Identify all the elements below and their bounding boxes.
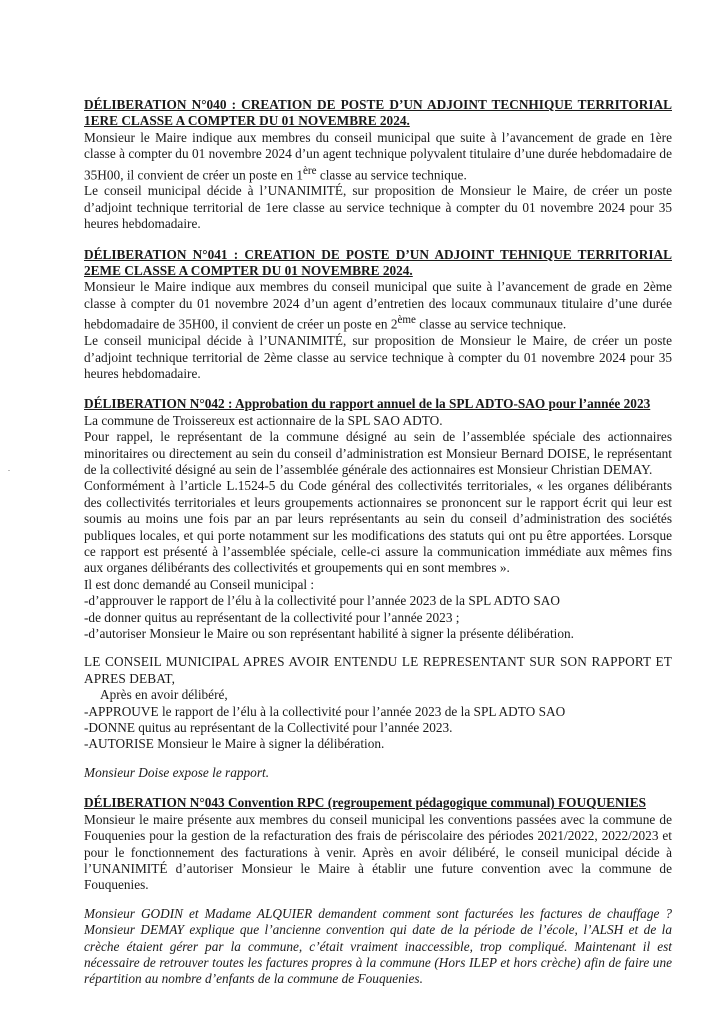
- deliberation-042-note: Monsieur Doise expose le rapport.: [84, 764, 270, 780]
- deliberation-042-request-intro: Il est donc demandé au Conseil municipal :: [84, 576, 315, 592]
- deliberation-040-paragraph-2: Le conseil municipal décide à l’UNANIMITÉ, sur proposition de Monsieur le Maire, de créer un poste d’adjoint technique territorial de 1ere classe au service technique à compter du 01 novembre 2024 pour 35 heures hebdomadaire.: [84, 183, 672, 232]
- deliberation-040-text-1-end: classe au service technique.: [316, 167, 467, 183]
- deliberation-043-paragraph-1: Monsieur le maire présente aux membres du conseil municipal les conventions passées avec la commune de Fouquenies pour la gestion de la refacturation des frais de périscolaire des périodes 2021/2022, 2022/2023 et pour le fonctionnement des facturations à venir. Après en avoir délibéré, le conseil municipal décide à l’UNANIMITÉ d’autoriser Monsieur le Maire à établir une future convention avec la commune de Fouquenies.: [84, 811, 672, 893]
- deliberation-042-request-item-1: -d’approuver le rapport de l’élu à la collectivité pour l’année 2023 de la SPL ADTO SAO: [84, 593, 560, 609]
- deliberation-042-paragraph-1: La commune de Troissereux est actionnaire de la SPL SAO ADTO.: [84, 412, 443, 428]
- deliberation-040: [84, 97, 672, 233]
- deliberation-040-superscript: ère: [302, 164, 317, 177]
- deliberation-043-title: DÉLIBERATION N°043 Convention RPC (regroupement pédagogique communal) FOUQUENIES: [84, 795, 646, 811]
- deliberation-041-text-1-end: classe au service technique.: [415, 316, 567, 332]
- deliberation-040-paragraph-1: [84, 130, 672, 184]
- deliberation-042-paragraph-2: Pour rappel, le représentant de la commune désigné au sein de l’assemblée spéciale des actionnaires minoritaires ou directement au sein du conseil d’administration est Monsieur Bernard DOISE, le représentant de la collectivité désigné au sein de l’assemblée générale des actionnaires est Monsieur Christian DEMAY.: [84, 429, 672, 477]
- deliberation-041: [84, 247, 672, 383]
- deliberation-041-paragraph-2: Le conseil municipal décide à l’UNANIMITÉ, sur proposition de Monsieur le Maire, de créer un poste d’adjoint technique territorial de 2ème classe au service technique à compter du 01 novembre 2024 pour 35 heures hebdomadaire.: [84, 333, 672, 381]
- deliberation-041-superscript: ème: [397, 314, 416, 327]
- deliberation-042-decision-line-1: Après en avoir délibéré,: [100, 687, 228, 703]
- deliberation-041-ordinal: 2: [390, 316, 398, 332]
- deliberation-041-title: DÉLIBERATION N°041 : CREATION DE POSTE D’UN ADJOINT TEHNIQUE TERRITORIAL 2EME CLASSE A COMPTER DU 01 NOVEMBRE 2024.: [84, 246, 672, 279]
- document-body: [84, 97, 672, 988]
- deliberation-041-text-1: Monsieur le Maire indique aux membres du conseil municipal que suite à l’avancement de grade en 2ème classe à compter du 01 novembre 2024 d’un agent d’entretien des locaux communaux titulaire d’une durée hebdomadaire de 35H00, il convient de créer un poste en: [84, 279, 672, 332]
- deliberation-042-title: DÉLIBERATION N°042 : Approbation du rapport annuel de la SPL ADTO-SAO pour l’année 2023: [84, 396, 651, 412]
- deliberation-040-text-1: Monsieur le Maire indique aux membres du conseil municipal que suite à l’avancement de grade en 1ère classe à compter du 01 novembre 2024 d’un agent technique polyvalent titulaire d’une durée hebdomadaire de 35H00, il convient de créer un poste en: [84, 129, 672, 183]
- deliberation-042-request-item-2: -de donner quitus au représentant de la collectivité pour l’année 2023 ;: [84, 609, 460, 625]
- deliberation-042: [84, 396, 672, 781]
- deliberation-040-title: DÉLIBERATION N°040 : CREATION DE POSTE D’UN ADJOINT TECNHIQUE TERRITORIAL 1ERE CLASSE A COMPTER DU 01 NOVEMBRE 2024.: [84, 97, 672, 129]
- deliberation-041-paragraph-1: [84, 279, 672, 333]
- deliberation-042-decision-line-3: -DONNE quitus au représentant de la Collectivité pour l’année 2023.: [84, 720, 453, 736]
- deliberation-040-ordinal: 1: [296, 167, 303, 183]
- deliberation-042-decision-line-2: -APPROUVE le rapport de l’élu à la collectivité pour l’année 2023 de la SPL ADTO SAO: [84, 703, 566, 719]
- deliberation-042-decision-heading: LE CONSEIL MUNICIPAL APRES AVOIR ENTENDU LE REPRESENTANT SUR SON RAPPORT ET APRES DEBAT,: [84, 654, 672, 686]
- deliberation-042-request-item-3: -d’autoriser Monsieur le Maire ou son représentant habilité à signer la présente délibération.: [84, 626, 574, 642]
- deliberation-042-decision-line-4: -AUTORISE Monsieur le Maire à signer la délibération.: [84, 736, 385, 752]
- deliberation-042-paragraph-3: Conformément à l’article L.1524-5 du Code général des collectivités territoriales, « les organes délibérants des collectivités territoriales et leurs groupements actionnaires se prononcent sur le rapport écrit qui leur est soumis au moins une fois par an par leurs représentants au sein du conseil d’administration des sociétés publiques locales, et qui porte notamment sur les modifications des statuts qui ont pu être apportées. Lorsque ce rapport est présenté à l’assemblée spéciale, celle-ci assure la communication immédiate aux mêmes fins aux organes délibérants des collectivités et groupements qui en sont membres ».: [84, 478, 672, 576]
- deliberation-043-note: Monsieur GODIN et Madame ALQUIER demandent comment sont facturées les factures de chauffage ? Monsieur DEMAY explique que l’ancienne convention qui date de la période de l’école, l’ALSH et de la crèche étaient gérer par la commune, c’était vraiment inaccessible, trop compliqué. Maintenant il est nécessaire de retrouver toutes les factures propres à la commune (Hors ILEP et hors crèche) afin de faire une répartition au nombre d’enfants de la commune de Fouquenies.: [84, 905, 672, 987]
- deliberation-043: [84, 795, 672, 987]
- scan-mark: [8, 470, 10, 471]
